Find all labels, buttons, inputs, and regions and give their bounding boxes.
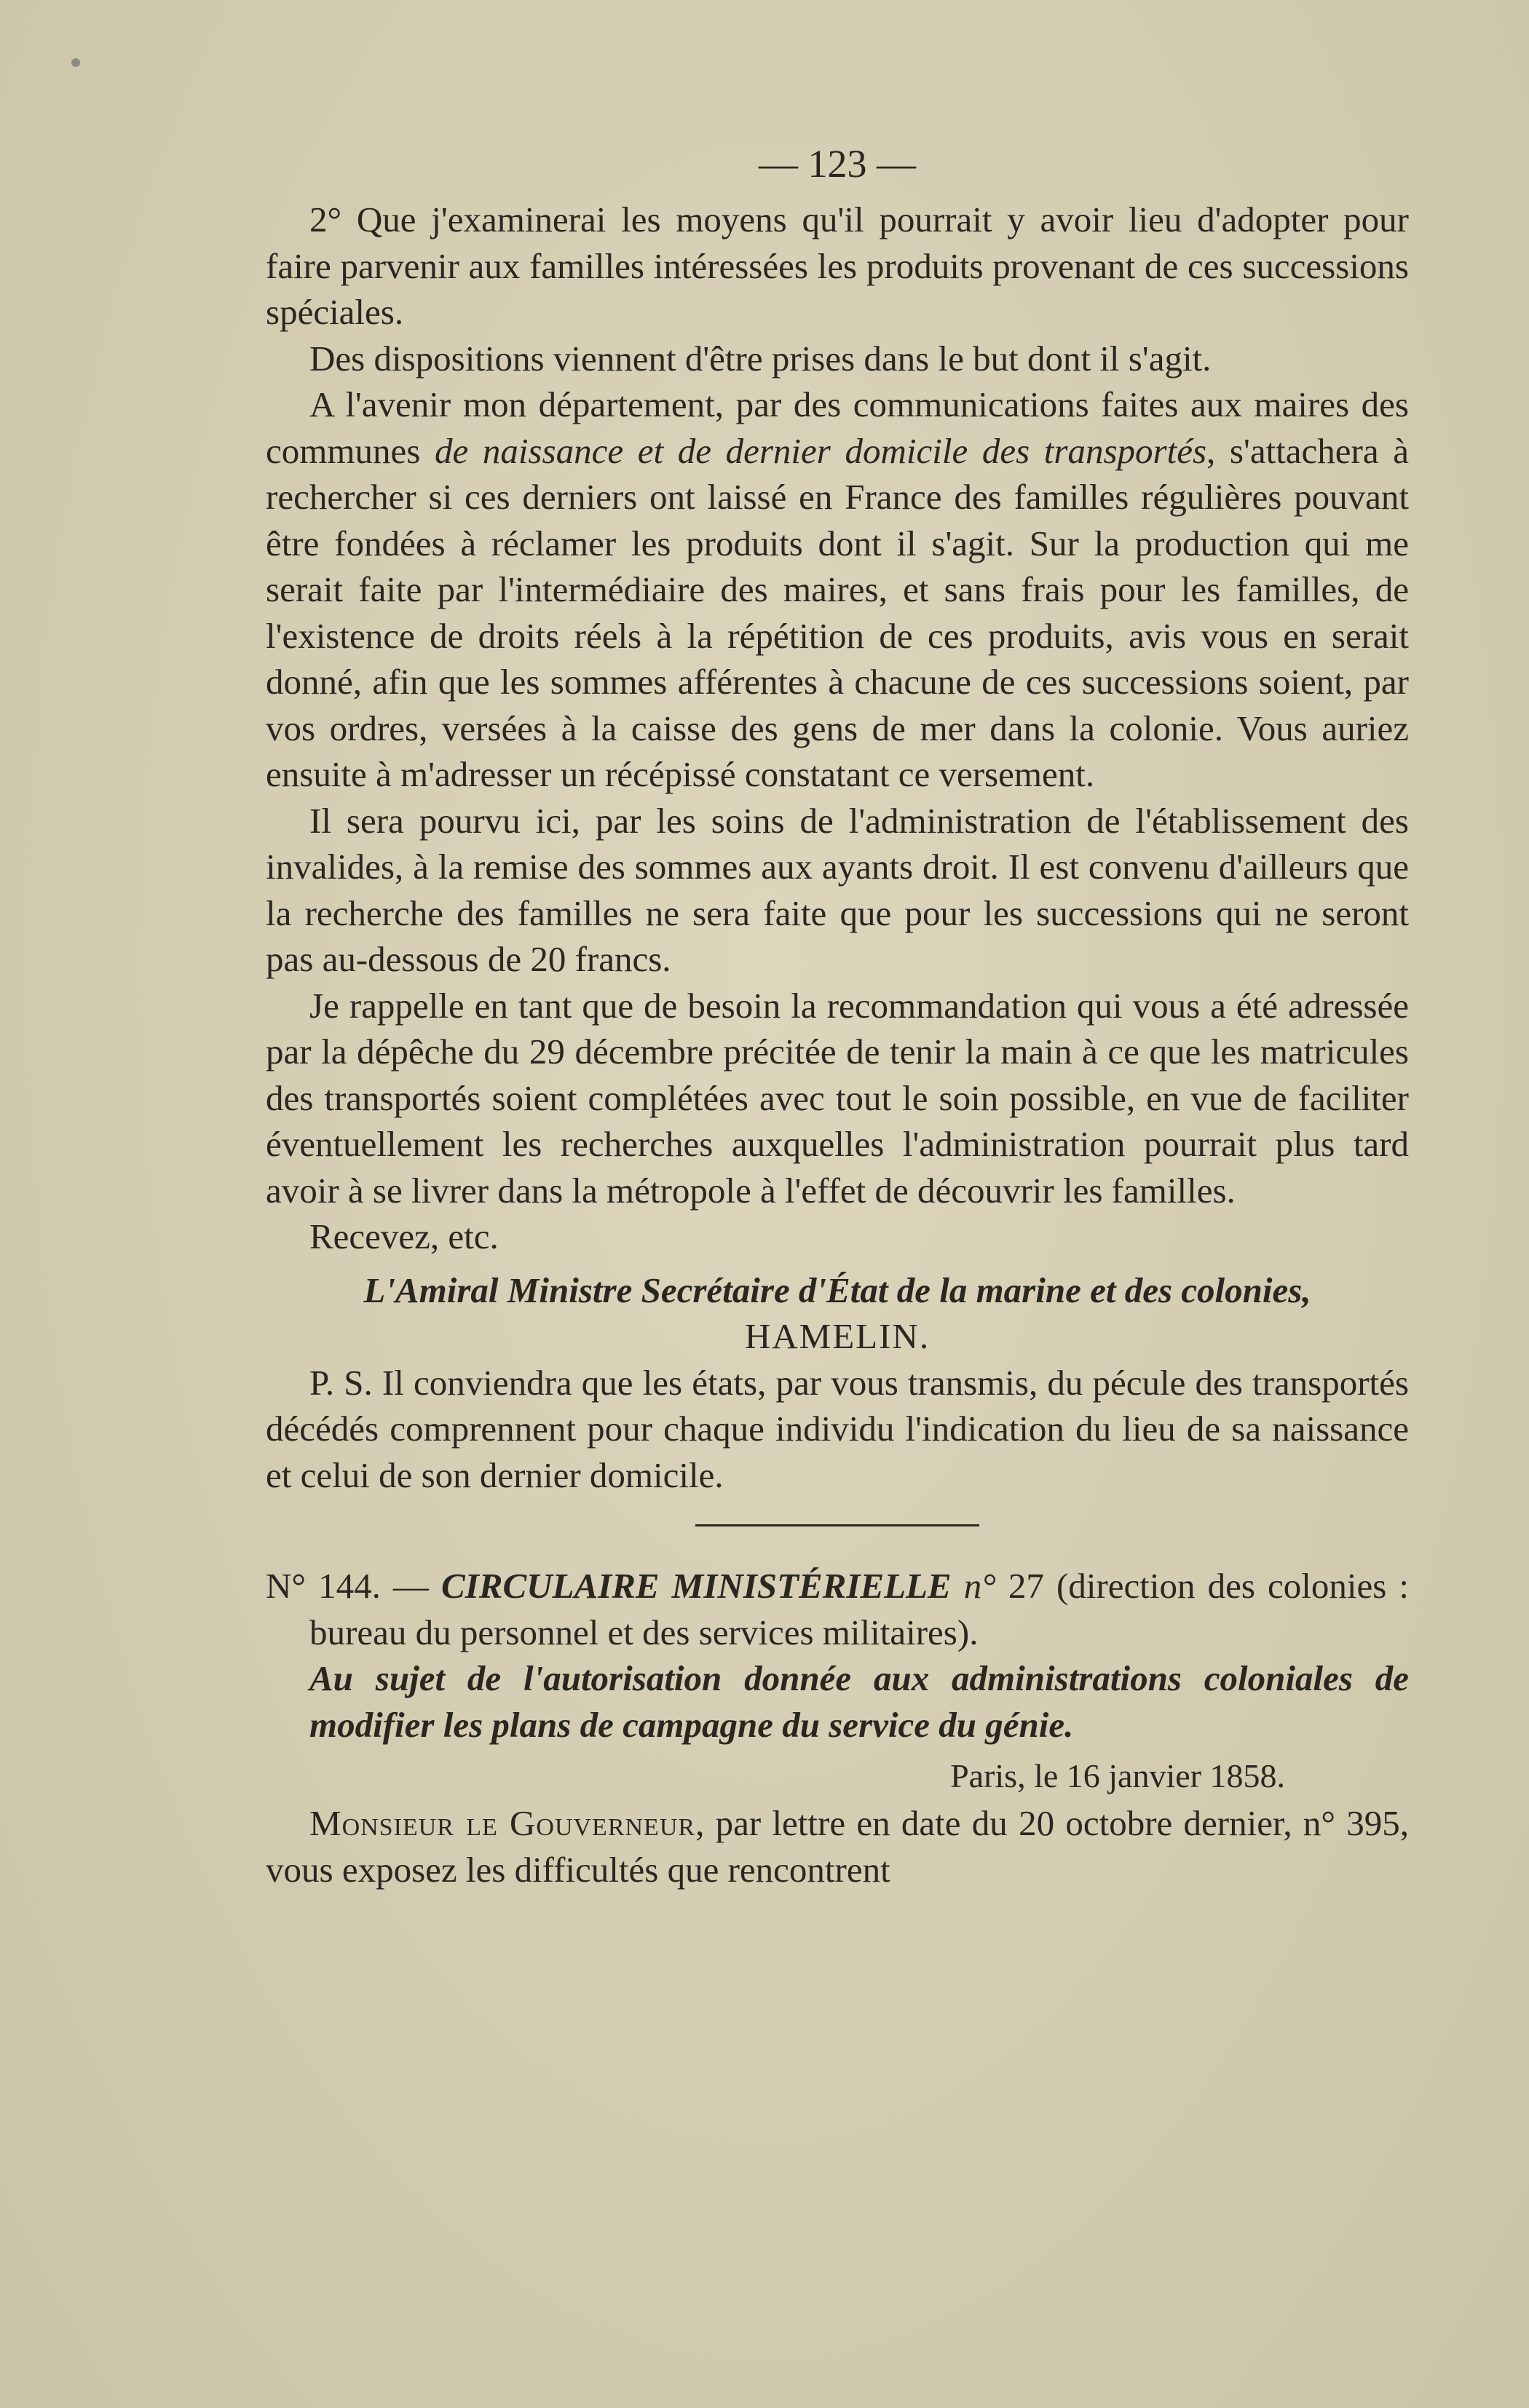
circular-date: Paris, le 16 janvier 1858. — [950, 1757, 1285, 1794]
page-number: — 123 — — [759, 142, 916, 186]
body-paragraph — [266, 381, 1409, 798]
entry-title: CIRCULAIRE MINISTÉRIELLE — [441, 1566, 952, 1606]
postscript: P. S. Il conviendra que les états, par vous transmis, du pécule des transportés décédés comprennent pour chaque individu l'indication du lieu de sa naissance et celui de son dernier domicile. — [266, 1362, 1409, 1495]
body-paragraph — [266, 336, 1409, 382]
letter-opening — [266, 1800, 1409, 1893]
paragraph-text: Il sera pourvu ici, par les soins de l'administration de l'établissement des invalides, à la remise des sommes aux ayants droit. Il est convenu d'ailleurs que la recherche des familles ne sera faite que pour les successions qui ne seront pas au-dessous de 20 francs. — [266, 800, 1409, 979]
salutation: Monsieur le Gouverneur — [309, 1803, 696, 1843]
paragraph-text: Recevez, etc. — [309, 1216, 499, 1256]
circular-subject: Au sujet de l'autorisation donnée aux administrations coloniales de modifier les plans de campagne du service du génie. — [309, 1658, 1409, 1745]
paper-speck — [71, 58, 80, 67]
body-paragraph — [266, 983, 1409, 1214]
paragraph-text: 2° Que j'examinerai les moyens qu'il pourrait y avoir lieu d'adopter pour faire parvenir aux familles intéressées les produits provenant de ces successions spéciales. — [266, 199, 1409, 332]
body-paragraph — [266, 197, 1409, 336]
paragraph-text: Des dispositions viennent d'être prises dans le but dont il s'agit. — [309, 338, 1212, 379]
body-paragraph — [266, 1213, 1409, 1260]
paragraph-text: , s'attachera à rechercher si ces derniers ont laissé en France des familles régulières pouvant être fondées à réclamer les produits dont il s'agit. Sur la production qui me serait faite par l'intermédiaire des maires, et sans frais pour les familles, de l'existence de droits réels à la répétition de ces produits, avis vous en serait donné, afin que les sommes afférentes à chacune de ces successions soient, par vos ordres, versées à la caisse des gens de mer dans la colonie. Vous auriez ensuite à m'adresser un récépissé constatant ce versement. — [266, 430, 1410, 794]
paragraph-text: Je rappelle en tant que de besoin la recommandation qui vous a été adressée par la dépêche du 29 décembre précitée de tenir la main à ce que les matricules des transportés soient complétées avec tout le soin possible, en vue de faciliter éventuellement les recherches auxquelles l'administration pourrait plus tard avoir à se livrer dans la métropole à l'effet de découvrir les familles. — [266, 985, 1409, 1211]
entry-number: N° 144. — — [266, 1566, 442, 1606]
section-divider — [695, 1524, 979, 1526]
letter-opening-text: , par lettre en date du 20 octobre dernier, n° 395, vous exposez les difficultés que rencontrent — [266, 1803, 1410, 1890]
signature-name: HAMELIN. — [744, 1316, 931, 1356]
circular-heading — [266, 1563, 1409, 1655]
body-paragraph — [266, 798, 1409, 983]
signature-title: L'Amiral Ministre Secrétaire d'État de la marine et des colonies, — [363, 1270, 1311, 1310]
entry-n-value: 27 (direction des colonies : bureau du personnel et des services militaires). — [309, 1566, 1410, 1652]
body-paragraphs — [266, 197, 1409, 1260]
text-column — [266, 131, 1409, 1893]
italic-phrase: de naissance et de dernier domicile des transportés — [434, 430, 1207, 471]
paragraph-text: A l'avenir mon département, par des communications faites aux maires des communes — [266, 384, 1409, 471]
entry-n-label: n° — [951, 1566, 996, 1606]
